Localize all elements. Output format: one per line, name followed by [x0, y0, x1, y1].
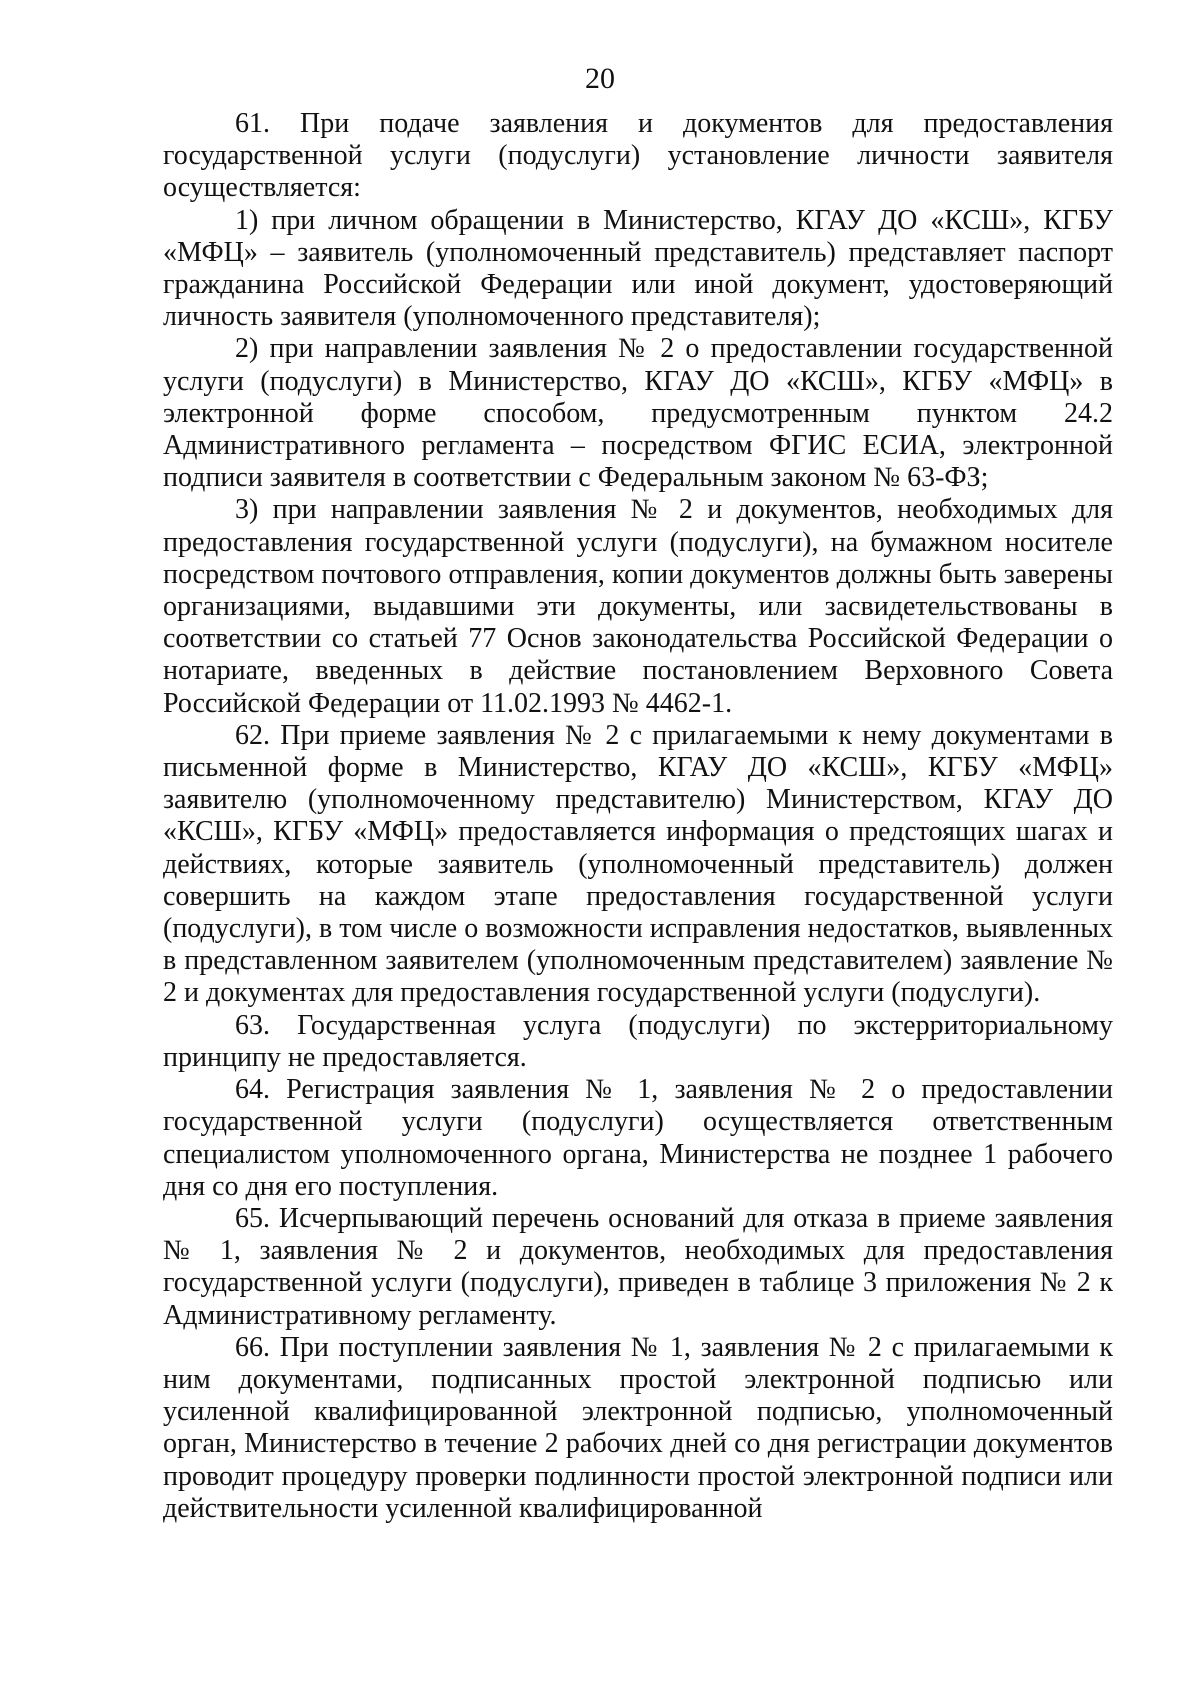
paragraph-66: 66. При поступлении заявления № 1, заявления № 2 с прилагаемыми к ним документами, подписанных простой электронной подписью или усиленной квалифицированной электронной подписью, уполномоченный орган, Министерство в течение 2 рабочих дней со дня регистрации документов проводит процедуру проверки подлинности простой электронной подписи или действительности усиленной квалифицированной	[163, 1331, 1113, 1524]
paragraph-62: 62. При приеме заявления № 2 с прилагаемыми к нему документами в письменной форме в Министерство, КГАУ ДО «КСШ», КГБУ «МФЦ» заявителю (уполномоченному представителю) Министерством, КГАУ ДО «КСШ», КГБУ «МФЦ» предоставляется информация о предстоящих шагах и действиях, которые заявитель (уполномоченный представитель) должен совершить на каждом этапе предоставления государственной услуги (подуслуги), в том числе о возможности исправления недостатков, выявленных в представленном заявителем (уполномоченным представителем) заявление № 2 и документах для предоставления государственной услуги (подуслуги).	[163, 719, 1113, 1009]
paragraph-61-item-1: 1) при личном обращении в Министерство, КГАУ ДО «КСШ», КГБУ «МФЦ» – заявитель (уполномоченный представитель) представляет паспорт гражданина Российской Федерации или иной документ, удостоверяющий личность заявителя (уполномоченного представителя);	[163, 204, 1113, 333]
paragraph-61-item-2: 2) при направлении заявления № 2 о предоставлении государственной услуги (подуслуги) в Министерство, КГАУ ДО «КСШ», КГБУ «МФЦ» в электронной форме способом, предусмотренным пунктом 24.2 Административного регламента – посредством ФГИС ЕСИА, электронной подписи заявителя в соответствии с Федеральным законом № 63-ФЗ;	[163, 333, 1113, 494]
document-body	[163, 108, 1113, 1525]
paragraph-61-item-3: 3) при направлении заявления № 2 и документов, необходимых для предоставления государственной услуги (подуслуги), на бумажном носителе посредством почтового отправления, копии документов должны быть заверены организациями, выдавшими эти документы, или засвидетельствованы в соответствии со статьей 77 Основ законодательства Российской Федерации о нотариате, введенных в действие постановлением Верховного Совета Российской Федерации от 11.02.1993 № 4462-1.	[163, 494, 1113, 719]
paragraph-64: 64. Регистрация заявления № 1, заявления № 2 о предоставлении государственной услуги (подуслуги) осуществляется ответственным специалистом уполномоченного органа, Министерства не позднее 1 рабочего дня со дня его поступления.	[163, 1074, 1113, 1202]
paragraph-61: 61. При подаче заявления и документов для предоставления государственной услуги (подуслуги) установление личности заявителя осуществляется:	[163, 108, 1113, 204]
paragraph-65: 65. Исчерпывающий перечень оснований для отказа в приеме заявления № 1, заявления № 2 и документов, необходимых для предоставления государственной услуги (подуслуги), приведен в таблице 3 приложения № 2 к Административному регламенту.	[163, 1202, 1113, 1331]
page-number: 20	[585, 62, 615, 95]
paragraph-63: 63. Государственная услуга (подуслуги) по экстерриториальному принципу не предоставляется.	[163, 1009, 1113, 1073]
